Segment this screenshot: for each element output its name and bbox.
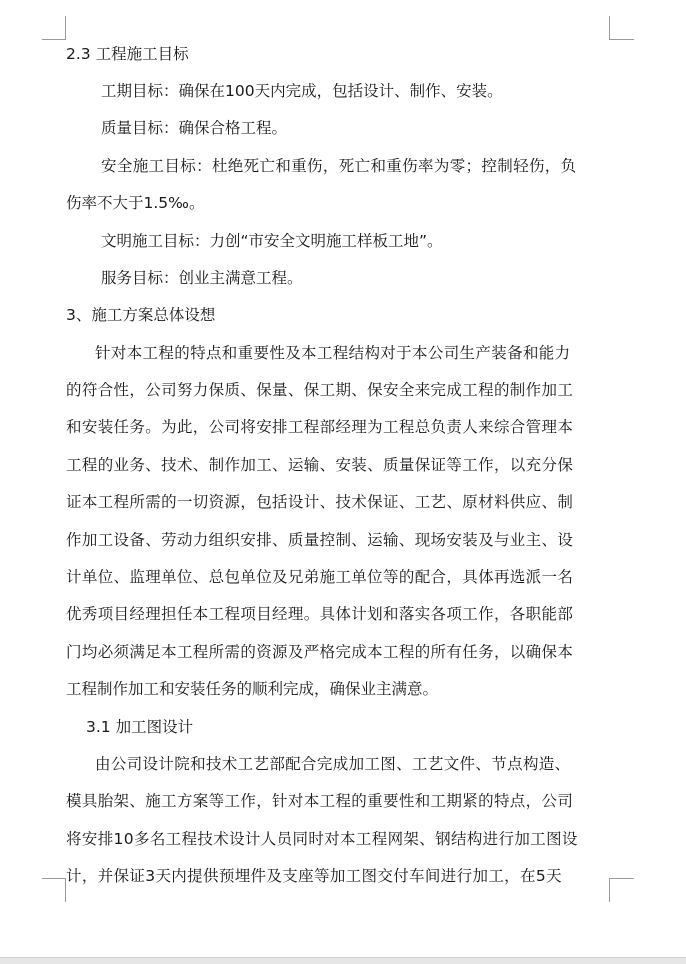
quality-goal-line: 质量目标：确保合格工程。 [101, 119, 288, 137]
civilized-construction-goal-line: 文明施工目标：力创“市安全文明施工样板工地”。 [101, 232, 443, 250]
paragraph-line: 优秀项目经理担任本工程项目经理。具体计划和落实各项工作，各职能部 [66, 605, 574, 623]
paragraph-line: 和安装任务。为此，公司将安排工程部经理为工程总负责人来综合管理本 [66, 418, 574, 436]
paragraph-line: 工程的业务、技术、制作加工、运输、安装、质量保证等工作，以充分保 [66, 456, 574, 474]
paragraph-line: 针对本工程的特点和重要性及本工程结构对于本公司生产装备和能力 [95, 344, 571, 362]
paragraph-line: 计，并保证3天内提供预埋件及支座等加工图交付车间进行加工，在5天 [66, 867, 562, 885]
section-heading-3: 3、施工方案总体设想 [66, 306, 216, 324]
safety-goal-line-2: 伤率不大于1.5‰。 [66, 194, 205, 212]
paragraph-line: 由公司设计院和技术工艺部配合完成加工图、工艺文件、节点构造、 [95, 755, 571, 773]
safety-goal-line-1: 安全施工目标：杜绝死亡和重伤，死亡和重伤率为零；控制轻伤，负 [101, 157, 577, 175]
paragraph-line: 模具胎架、施工方案等工作，针对本工程的重要性和工期紧的特点，公司 [66, 792, 574, 810]
crop-mark-top-right-vertical [609, 16, 610, 40]
schedule-goal-line: 工期目标：确保在100天内完成，包括设计、制作、安装。 [101, 82, 503, 100]
crop-mark-top-left-vertical [65, 16, 66, 40]
paragraph-line: 门均必须满足本工程所需的资源及严格完成本工程的所有任务，以确保本 [66, 643, 574, 661]
paragraph-line: 将安排10多名工程技术设计人员同时对本工程网架、钢结构进行加工图设 [66, 830, 578, 848]
crop-mark-top-right-horizontal [610, 39, 634, 40]
paragraph-line: 作加工设备、劳动力组织安排、质量控制、运输、现场安装及与业主、设 [66, 531, 574, 549]
paragraph-line: 计单位、监理单位、总包单位及兄弟施工单位等的配合，具体再选派一名 [66, 568, 574, 586]
service-goal-line: 服务目标：创业主满意工程。 [101, 269, 303, 287]
paragraph-line: 工程制作加工和安装任务的顺利完成，确保业主满意。 [66, 680, 439, 698]
section-heading-3-1: 3.1 加工图设计 [86, 718, 194, 736]
crop-mark-bottom-right-horizontal [610, 878, 634, 879]
crop-mark-bottom-right-vertical [609, 878, 610, 902]
crop-mark-top-left-horizontal [42, 39, 66, 40]
section-heading-2-3: 2.3 工程施工目标 [66, 45, 189, 63]
paragraph-line: 的符合性，公司努力保质、保量、保工期、保安全来完成工程的制作加工 [66, 381, 574, 399]
crop-mark-bottom-left-horizontal [42, 878, 66, 879]
paragraph-line: 证本工程所需的一切资源，包括设计、技术保证、工艺、原材料供应、制 [66, 493, 574, 511]
